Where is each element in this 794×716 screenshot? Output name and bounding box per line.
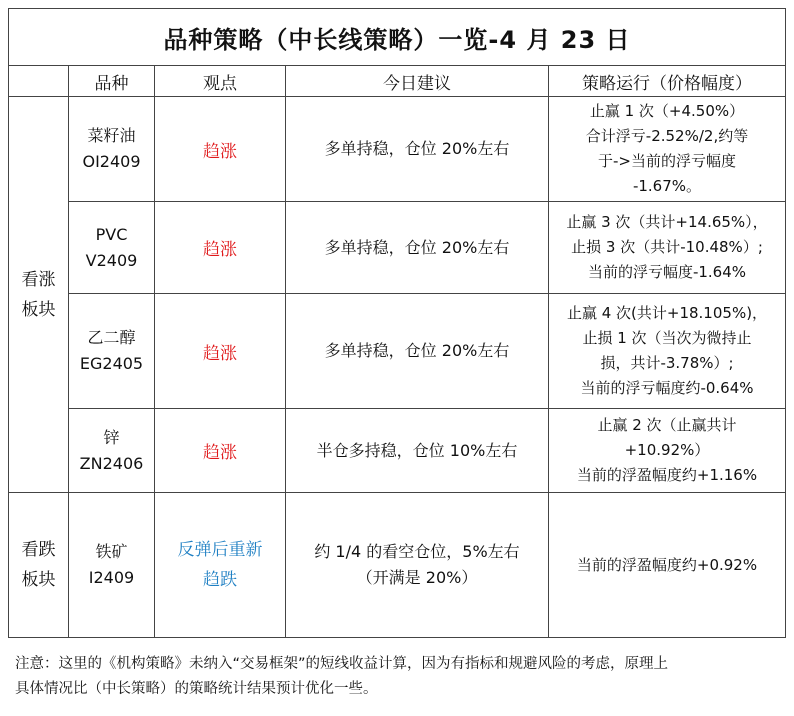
variety-name: PVC (95, 224, 128, 244)
strategy-line: 止赢 1 次（+4.50%） (589, 102, 745, 120)
strategy-cell (549, 294, 786, 409)
table-row (9, 493, 786, 638)
advice-cell (286, 97, 549, 202)
table-row (9, 409, 786, 493)
group-bullish-line: 看涨 (21, 269, 56, 290)
strategy-cell (549, 493, 786, 638)
variety-code: OI2409 (82, 152, 141, 171)
advice-cell (286, 409, 549, 493)
variety-name: 锌 (103, 427, 120, 447)
strategy-line: 止赢 4 次(共计+18.105%)， (566, 304, 768, 322)
table-row (9, 97, 786, 202)
strategy-line: 止损 1 次（当次为微持止 (582, 329, 752, 347)
view-text: 趋跌 (203, 570, 237, 590)
advice-cell (286, 294, 549, 409)
advice-text: 多单持稳，仓位 20%左右 (324, 139, 510, 158)
view-text: 趋涨 (203, 343, 237, 364)
variety-name: 菜籽油 (87, 126, 136, 145)
strategy-cell (549, 409, 786, 493)
variety-code: V2409 (85, 250, 138, 270)
advice-text: （开满是 20%） (356, 568, 478, 587)
group-bullish (9, 97, 69, 493)
strategy-line: 当前的浮亏幅度-1.64% (587, 263, 747, 281)
footnote (15, 652, 785, 702)
header-blank (9, 66, 69, 97)
advice-text: 半仓多持稳，仓位 10%左右 (316, 440, 518, 460)
group-bearish-line: 看跌 (21, 540, 56, 560)
group-bearish (9, 493, 69, 638)
strategy-table (8, 8, 786, 638)
advice-text: 多单持稳，仓位 20%左右 (324, 237, 510, 257)
variety-cell (69, 409, 155, 493)
variety-cell (69, 202, 155, 294)
strategy-line: 损，共计-3.78%）; (600, 354, 734, 372)
strategy-line: 合计浮亏-2.52%/2,约等 (585, 127, 749, 145)
table-title: 品种策略（中长线策略）一览-4 月 23 日 (9, 9, 786, 66)
advice-text: 多单持稳，仓位 20%左右 (324, 341, 510, 360)
variety-code: EG2405 (79, 354, 144, 373)
strategy-line: +10.92%） (624, 441, 710, 459)
header-advice: 今日建议 (286, 66, 549, 97)
variety-name: 铁矿 (95, 542, 128, 561)
footnote-line: 具体情况比（中长策略）的策略统计结果预计优化一些。 (15, 681, 378, 697)
strategy-cell (549, 202, 786, 294)
strategy-line: 于->当前的浮亏幅度 (598, 152, 736, 170)
variety-code: ZN2406 (79, 453, 144, 473)
strategy-line: 止损 3 次（共计-10.48%）; (571, 238, 763, 256)
table-row (9, 294, 786, 409)
table-row (9, 202, 786, 294)
title-row (9, 9, 786, 66)
footnote-line: 注意：这里的《机构策略》未纳入“交易框架”的短线收益计算，因为有指标和规避风险的考虑，原理上 (15, 656, 669, 672)
header-strategy: 策略运行（价格幅度） (549, 66, 786, 97)
view-cell (155, 294, 286, 409)
header-row (9, 66, 786, 97)
header-variety: 品种 (69, 66, 155, 97)
variety-code: I2409 (88, 568, 135, 587)
group-bullish-line: 板块 (21, 299, 56, 320)
strategy-cell (549, 97, 786, 202)
strategy-line: 止赢 3 次（共计+14.65%）， (566, 213, 768, 231)
view-cell (155, 202, 286, 294)
advice-cell (286, 493, 549, 638)
view-cell (155, 409, 286, 493)
strategy-line: 当前的浮亏幅度约-0.64% (580, 379, 754, 397)
strategy-line: 当前的浮盈幅度约+1.16% (576, 466, 758, 484)
view-text: 趋涨 (203, 141, 237, 162)
strategy-line: -1.67%。 (632, 177, 702, 195)
advice-cell (286, 202, 549, 294)
variety-cell (69, 97, 155, 202)
view-cell (155, 97, 286, 202)
view-text: 趋涨 (203, 240, 237, 260)
variety-name: 乙二醇 (87, 328, 136, 347)
group-bearish-line: 板块 (21, 570, 56, 590)
advice-text: 约 1/4 的看空仓位，5%左右 (314, 542, 520, 561)
view-cell (155, 493, 286, 638)
variety-cell (69, 493, 155, 638)
view-text: 趋涨 (203, 443, 237, 463)
view-text: 反弹后重新 (177, 540, 263, 560)
strategy-line: 当前的浮盈幅度约+0.92% (576, 555, 758, 574)
strategy-table-container (8, 8, 785, 638)
variety-cell (69, 294, 155, 409)
header-view: 观点 (155, 66, 286, 97)
strategy-line: 止赢 2 次（止赢共计 (597, 416, 737, 434)
